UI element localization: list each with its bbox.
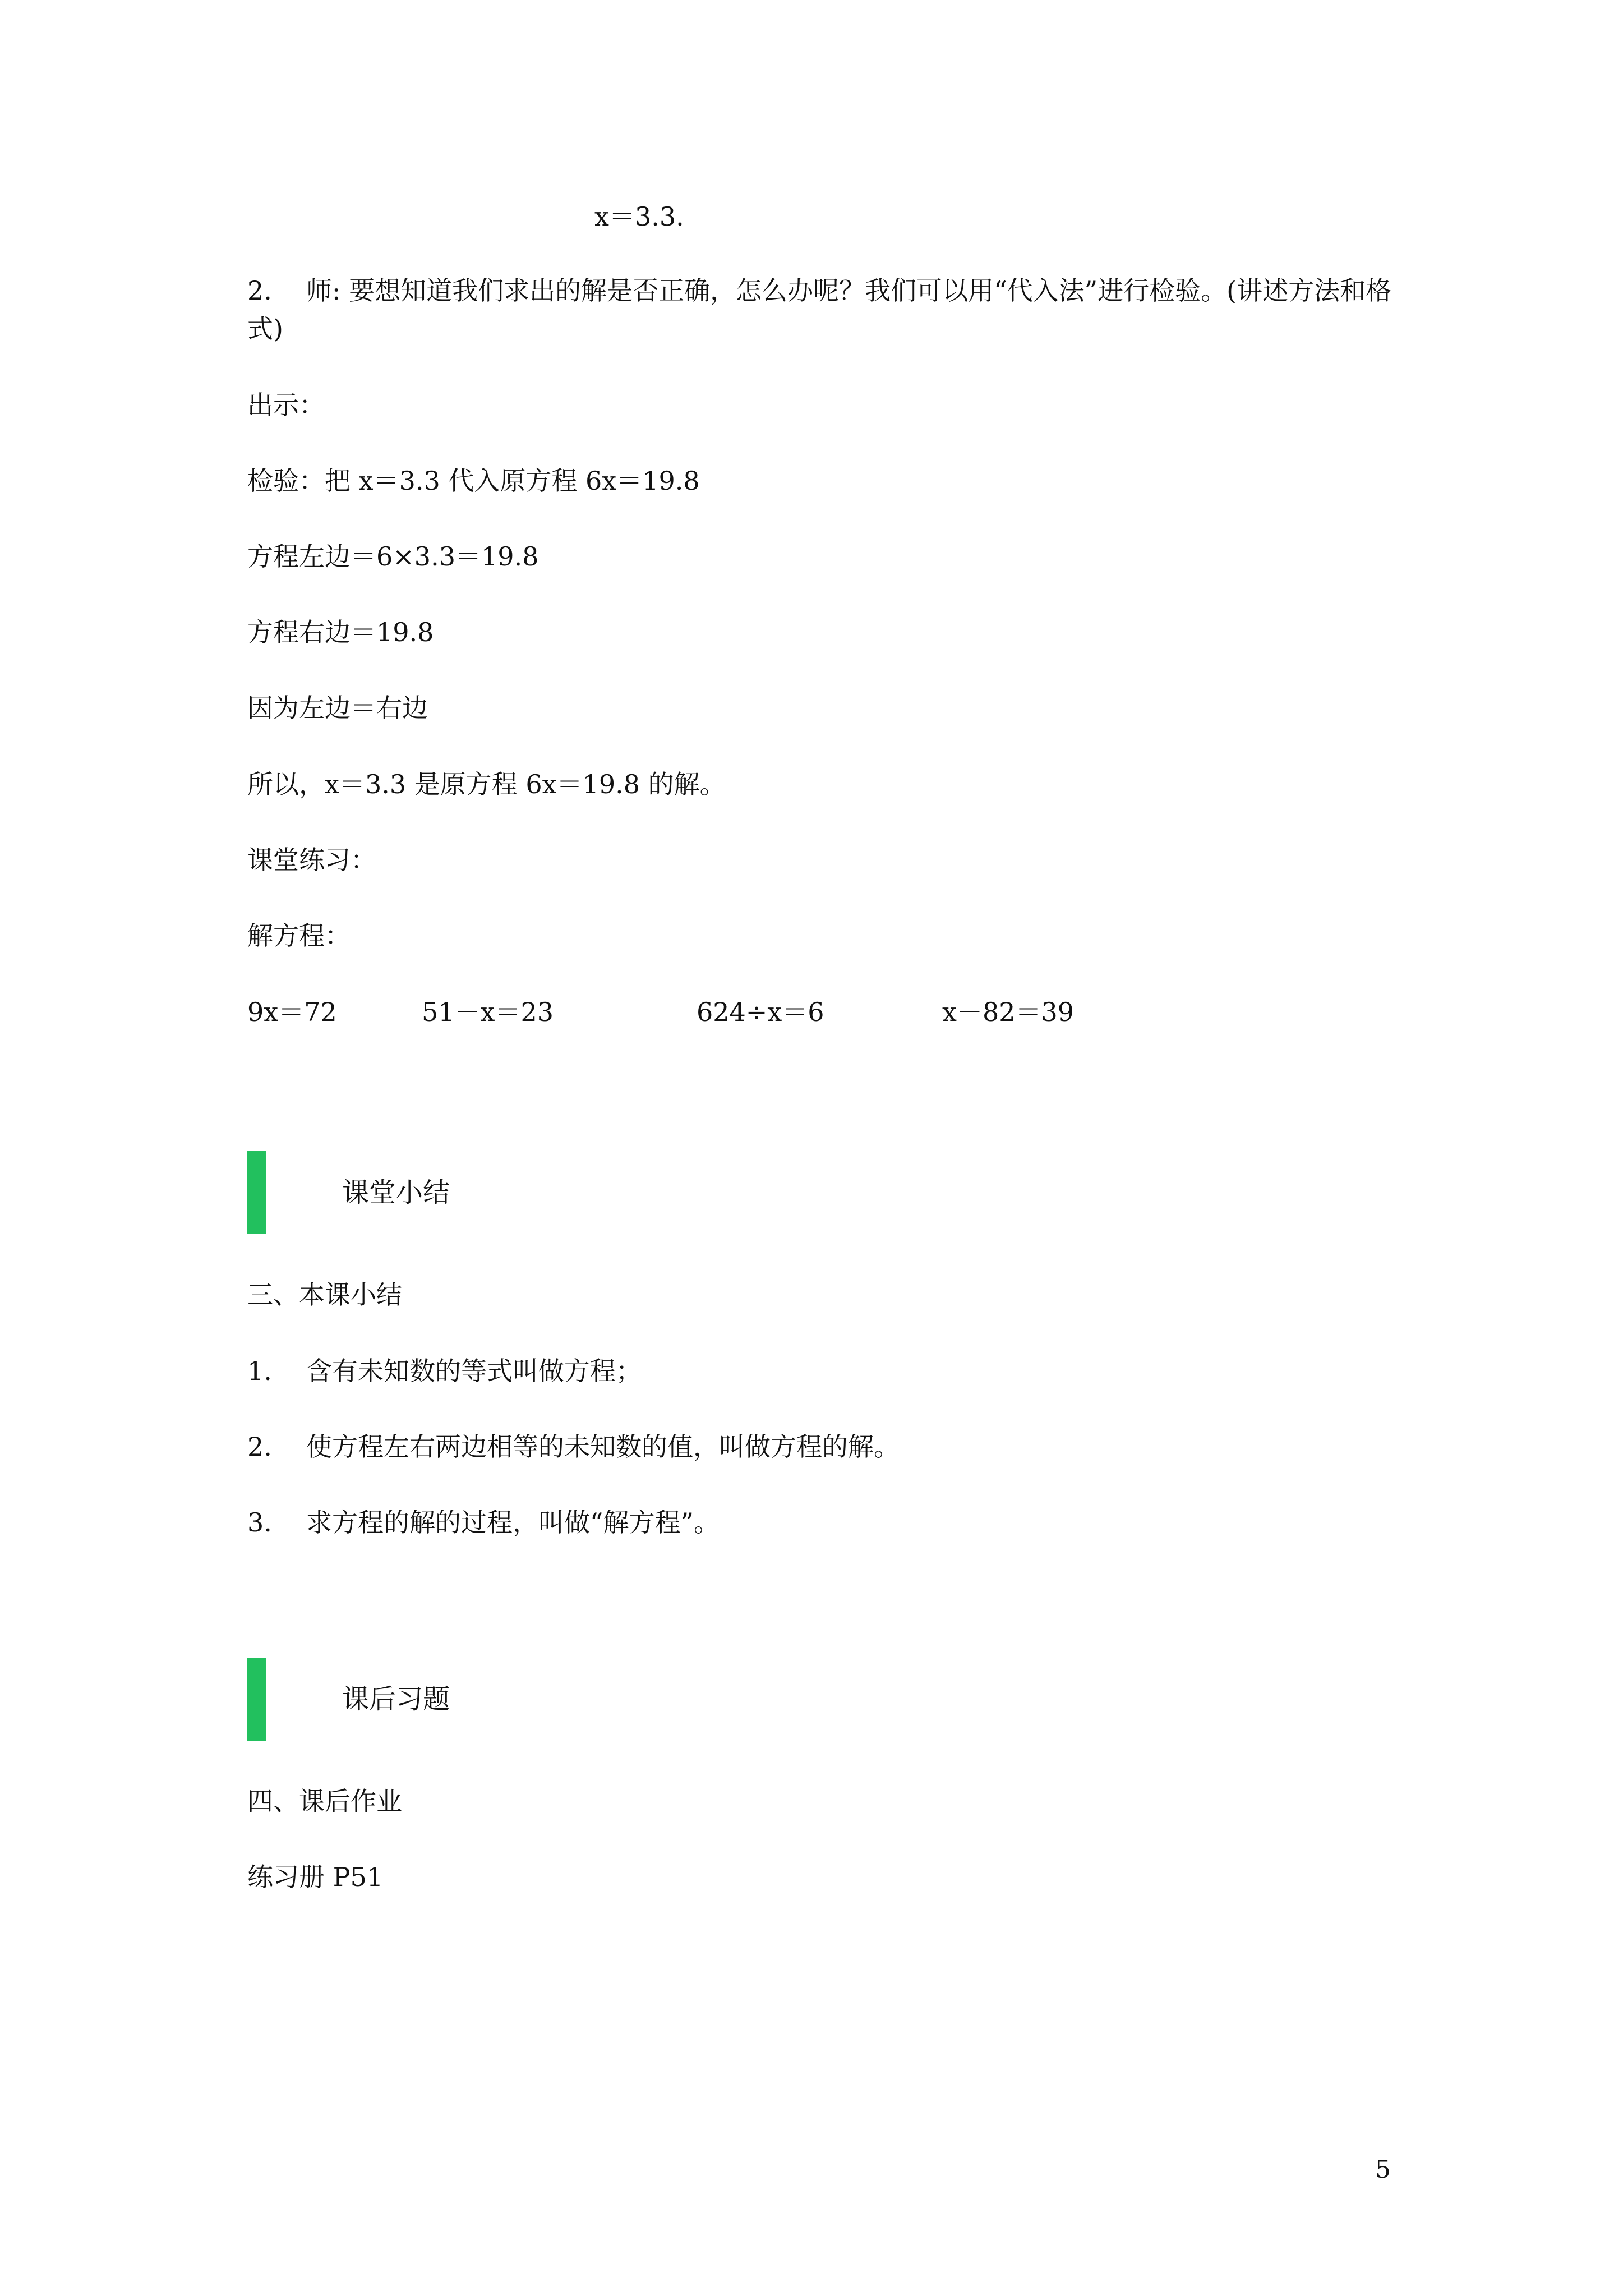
section-title-homework: 课后习题 xyxy=(342,1683,450,1715)
check-line-5: 所以，x＝3.3 是原方程 6x＝19.8 的解。 xyxy=(247,769,726,799)
check-line-2: 方程左边＝6×3.3＝19.8 xyxy=(247,541,539,572)
solve-label: 解方程： xyxy=(247,921,351,951)
equation-1: 9x＝72 xyxy=(247,997,337,1027)
summary-item-3-number: 3. xyxy=(247,1507,272,1538)
check-line-3: 方程右边＝19.8 xyxy=(247,617,434,647)
equation-3: 624÷x＝6 xyxy=(697,997,824,1027)
section-title-summary: 课堂小结 xyxy=(342,1177,450,1208)
summary-item-2 xyxy=(247,1428,900,1466)
summary-item-1-number: 1. xyxy=(247,1356,272,1386)
section-bar-summary xyxy=(247,1151,266,1234)
question-2-text: 师: 要想知道我们求出的解是否正确，怎么办呢？我们可以用“代入法”进行检验。(讲述方法和格式) xyxy=(247,275,1392,344)
summary-item-1 xyxy=(247,1352,642,1390)
question-2 xyxy=(247,272,1397,348)
section-bar-homework xyxy=(247,1658,266,1741)
check-line-1: 检验：把 x＝3.3 代入原方程 6x＝19.8 xyxy=(247,466,700,496)
equation-4: x－82＝39 xyxy=(942,997,1075,1027)
summary-item-2-text: 使方程左右两边相等的未知数的值，叫做方程的解。 xyxy=(306,1432,900,1462)
summary-item-3 xyxy=(247,1503,720,1542)
summary-heading: 三、本课小结 xyxy=(247,1280,402,1310)
show-label: 出示： xyxy=(247,390,325,420)
summary-item-1-text: 含有未知数的等式叫做方程； xyxy=(306,1356,642,1386)
question-2-number: 2. xyxy=(247,275,272,306)
check-line-4: 因为左边＝右边 xyxy=(247,693,428,723)
page-number: 5 xyxy=(1375,2155,1391,2184)
equation-2: 51－x＝23 xyxy=(422,997,554,1027)
practice-label: 课堂练习： xyxy=(247,845,376,875)
homework-heading: 四、课后作业 xyxy=(247,1786,402,1816)
homework-text: 练习册 P51 xyxy=(247,1862,384,1892)
summary-item-3-text: 求方程的解的过程，叫做“解方程”。 xyxy=(306,1507,720,1538)
summary-item-2-number: 2. xyxy=(247,1432,272,1462)
top-formula: x＝3.3. xyxy=(594,201,684,232)
